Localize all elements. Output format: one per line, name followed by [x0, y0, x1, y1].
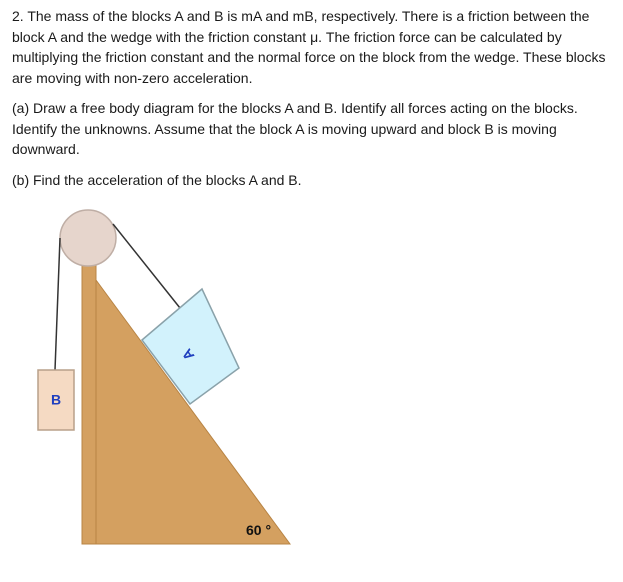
problem-part-b: (b) Find the acceleration of the blocks A and B. — [12, 171, 302, 188]
block-a-label: A — [178, 346, 198, 364]
problem-intro: 2. The mass of the blocks A and B is mA and mB, respectively. There is a friction between the block A and the wedge with the friction constant μ. The friction force can be calculated by multiplying the friction constant and the normal force on the block from the wedge. These blocks are moving with non-zero acceleration. — [12, 8, 606, 86]
problem-part-a: (a) Draw a free body diagram for the blocks A and B. Identify all forces acting on the blocks. Identify the unknowns. Assume that the block A is moving upward and block B is moving downward. — [12, 100, 578, 157]
pulley — [60, 210, 116, 266]
rope-to-block-b — [55, 238, 60, 370]
rope-to-block-a — [113, 224, 180, 308]
block-b-label: B — [50, 391, 62, 408]
angle-label: 60 ° — [246, 522, 272, 538]
